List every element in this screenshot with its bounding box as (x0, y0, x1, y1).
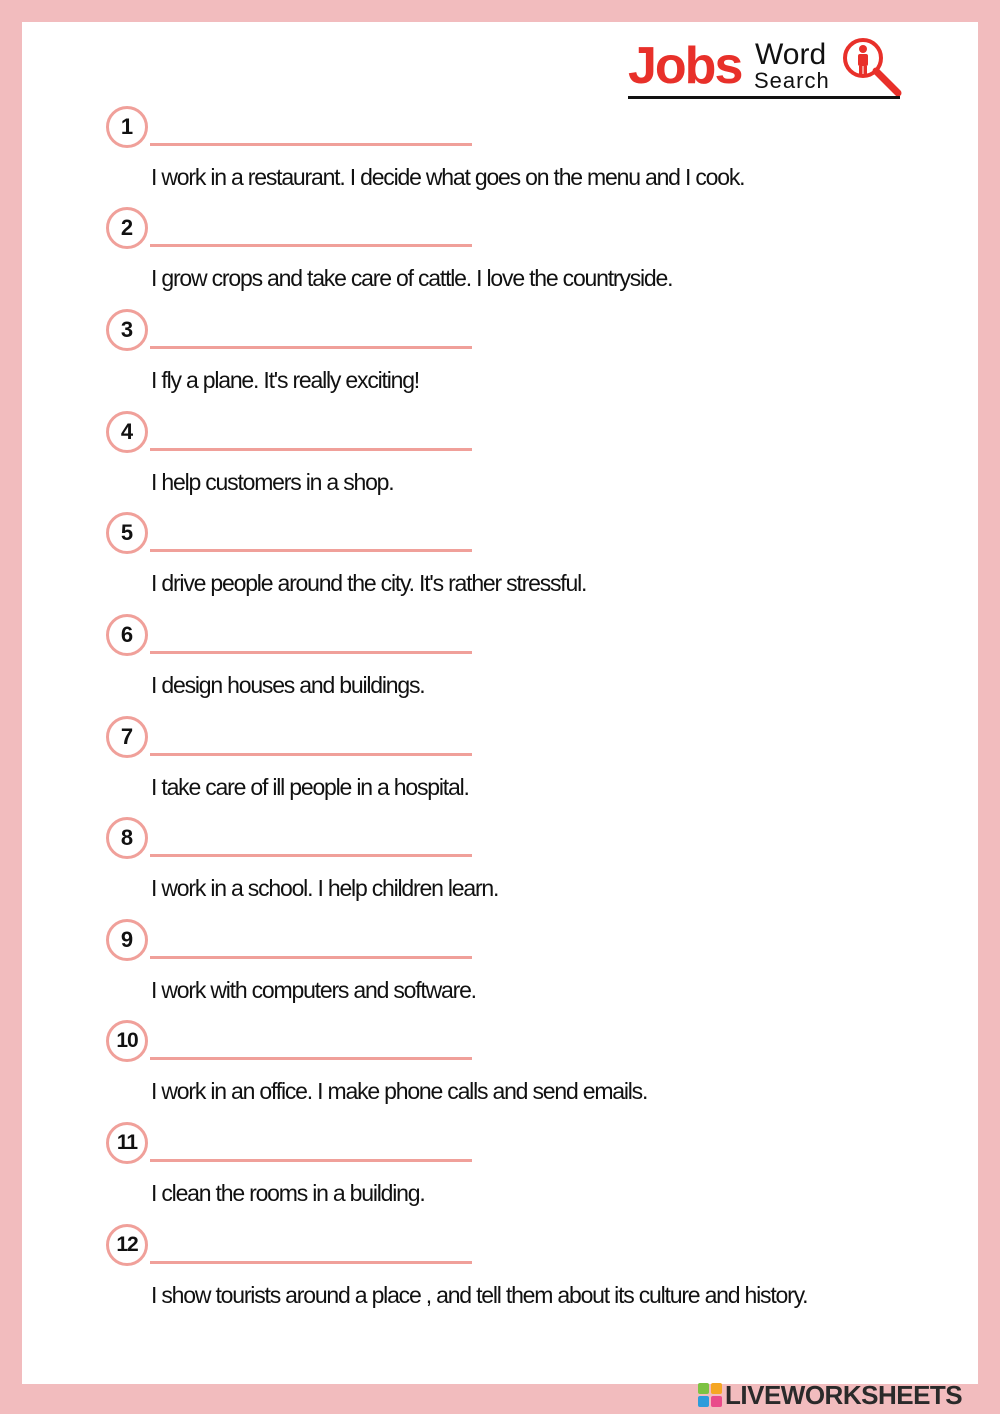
question-item (22, 411, 978, 511)
question-clue: I work in a school. I help children learn. (151, 875, 499, 901)
question-number: 5 (106, 512, 148, 554)
question-clue: I show tourists around a place , and tell them about its culture and history. (151, 1282, 808, 1308)
question-clue: I design houses and buildings. (151, 672, 425, 698)
question-number: 1 (106, 106, 148, 148)
question-item (22, 1122, 978, 1222)
question-number: 10 (106, 1020, 148, 1062)
answer-blank[interactable] (150, 753, 472, 756)
answer-blank[interactable] (150, 448, 472, 451)
brand-text: LIVEWORKSHEETS (725, 1380, 963, 1410)
question-number: 4 (106, 411, 148, 453)
question-clue: I take care of ill people in a hospital. (151, 774, 469, 800)
worksheet-page (22, 22, 978, 1384)
question-item (22, 919, 978, 1019)
question-item (22, 309, 978, 409)
question-item (22, 512, 978, 612)
question-item (22, 614, 978, 714)
question-clue: I clean the rooms in a building. (151, 1180, 425, 1206)
question-number: 9 (106, 919, 148, 961)
question-item (22, 817, 978, 917)
question-clue: I grow crops and take care of cattle. I love the countryside. (151, 265, 673, 291)
answer-blank[interactable] (150, 1159, 472, 1162)
question-number: 3 (106, 309, 148, 351)
question-clue: I work in a restaurant. I decide what goes on the menu and I cook. (151, 164, 745, 190)
answer-blank[interactable] (150, 854, 472, 857)
question-item (22, 106, 978, 206)
logo-word-text: Word (755, 38, 827, 71)
question-item (22, 207, 978, 307)
answer-blank[interactable] (150, 956, 472, 959)
question-number: 8 (106, 817, 148, 859)
magnifier-person-icon (838, 36, 904, 100)
answer-blank[interactable] (150, 1057, 472, 1060)
question-number: 12 (106, 1224, 148, 1266)
liveworksheets-brand[interactable] (697, 1382, 962, 1408)
logo-jobs-text: Jobs (628, 37, 742, 95)
logo-underline (628, 96, 900, 99)
answer-blank[interactable] (150, 1261, 472, 1264)
question-clue: I work with computers and software. (151, 977, 476, 1003)
question-clue: I help customers in a shop. (151, 469, 394, 495)
question-number: 11 (106, 1122, 148, 1164)
question-item (22, 1224, 978, 1324)
answer-blank[interactable] (150, 549, 472, 552)
question-number: 6 (106, 614, 148, 656)
logo-search-text: Search (754, 68, 830, 93)
question-clue: I drive people around the city. It's rather stressful. (151, 570, 587, 596)
answer-blank[interactable] (150, 651, 472, 654)
question-clue: I fly a plane. It's really exciting! (151, 367, 419, 393)
question-item (22, 1020, 978, 1120)
question-clue: I work in an office. I make phone calls and send emails. (151, 1078, 648, 1104)
answer-blank[interactable] (150, 346, 472, 349)
question-item (22, 716, 978, 816)
jobs-word-search-logo (628, 36, 904, 102)
question-number: 2 (106, 207, 148, 249)
answer-blank[interactable] (150, 143, 472, 146)
liveworksheets-logo-icon (697, 1382, 723, 1408)
question-number: 7 (106, 716, 148, 758)
answer-blank[interactable] (150, 244, 472, 247)
